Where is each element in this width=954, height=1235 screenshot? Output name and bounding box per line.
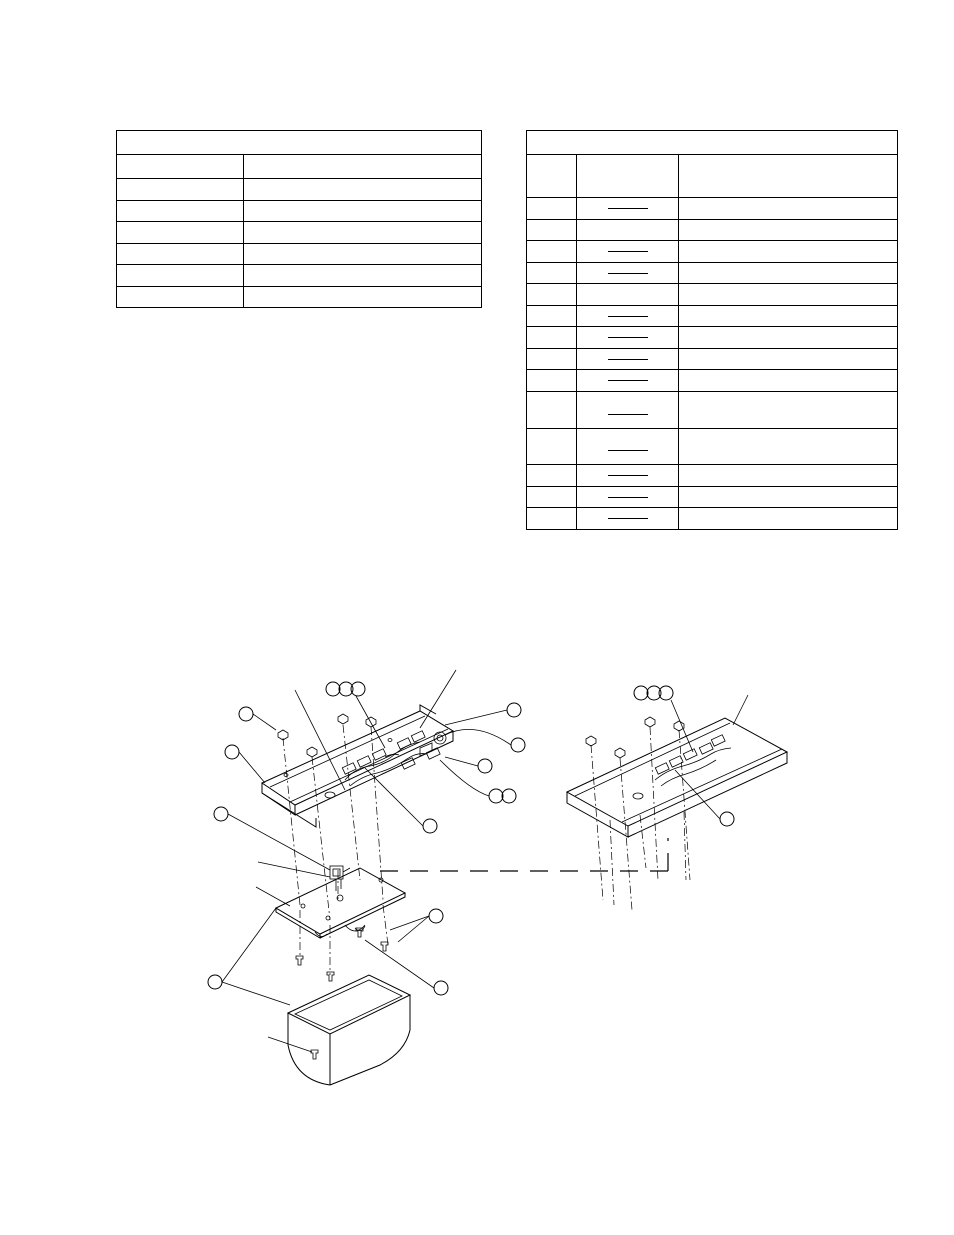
main-screws [296, 928, 388, 1059]
main-tray-channel [262, 705, 453, 827]
callout-balloon [502, 789, 516, 803]
callout-balloon [507, 703, 521, 717]
main-nuts [278, 714, 376, 757]
main-callout-balloons [208, 682, 525, 995]
alternate-assembly-lines [591, 727, 690, 910]
callout-balloon [429, 909, 443, 923]
callout-balloon [434, 981, 448, 995]
alternate-terminal-blocks [655, 735, 731, 786]
callout-balloon [720, 812, 734, 826]
callout-balloon [239, 707, 253, 721]
alternate-tray-channel [567, 718, 787, 837]
callout-balloon [208, 975, 222, 989]
callout-balloon [511, 738, 525, 752]
callout-balloon [478, 759, 492, 773]
callout-balloon [489, 789, 503, 803]
callout-balloon [326, 682, 340, 696]
callout-balloon [634, 686, 648, 700]
main-housing [288, 975, 410, 1085]
main-switch-component [330, 866, 350, 891]
callout-balloon [225, 745, 239, 759]
connector-dashed-line [380, 838, 668, 871]
callout-balloon [423, 819, 437, 833]
callout-balloon [214, 807, 228, 821]
main-leader-lines [222, 670, 511, 1052]
main-assembly-lines [283, 725, 388, 975]
